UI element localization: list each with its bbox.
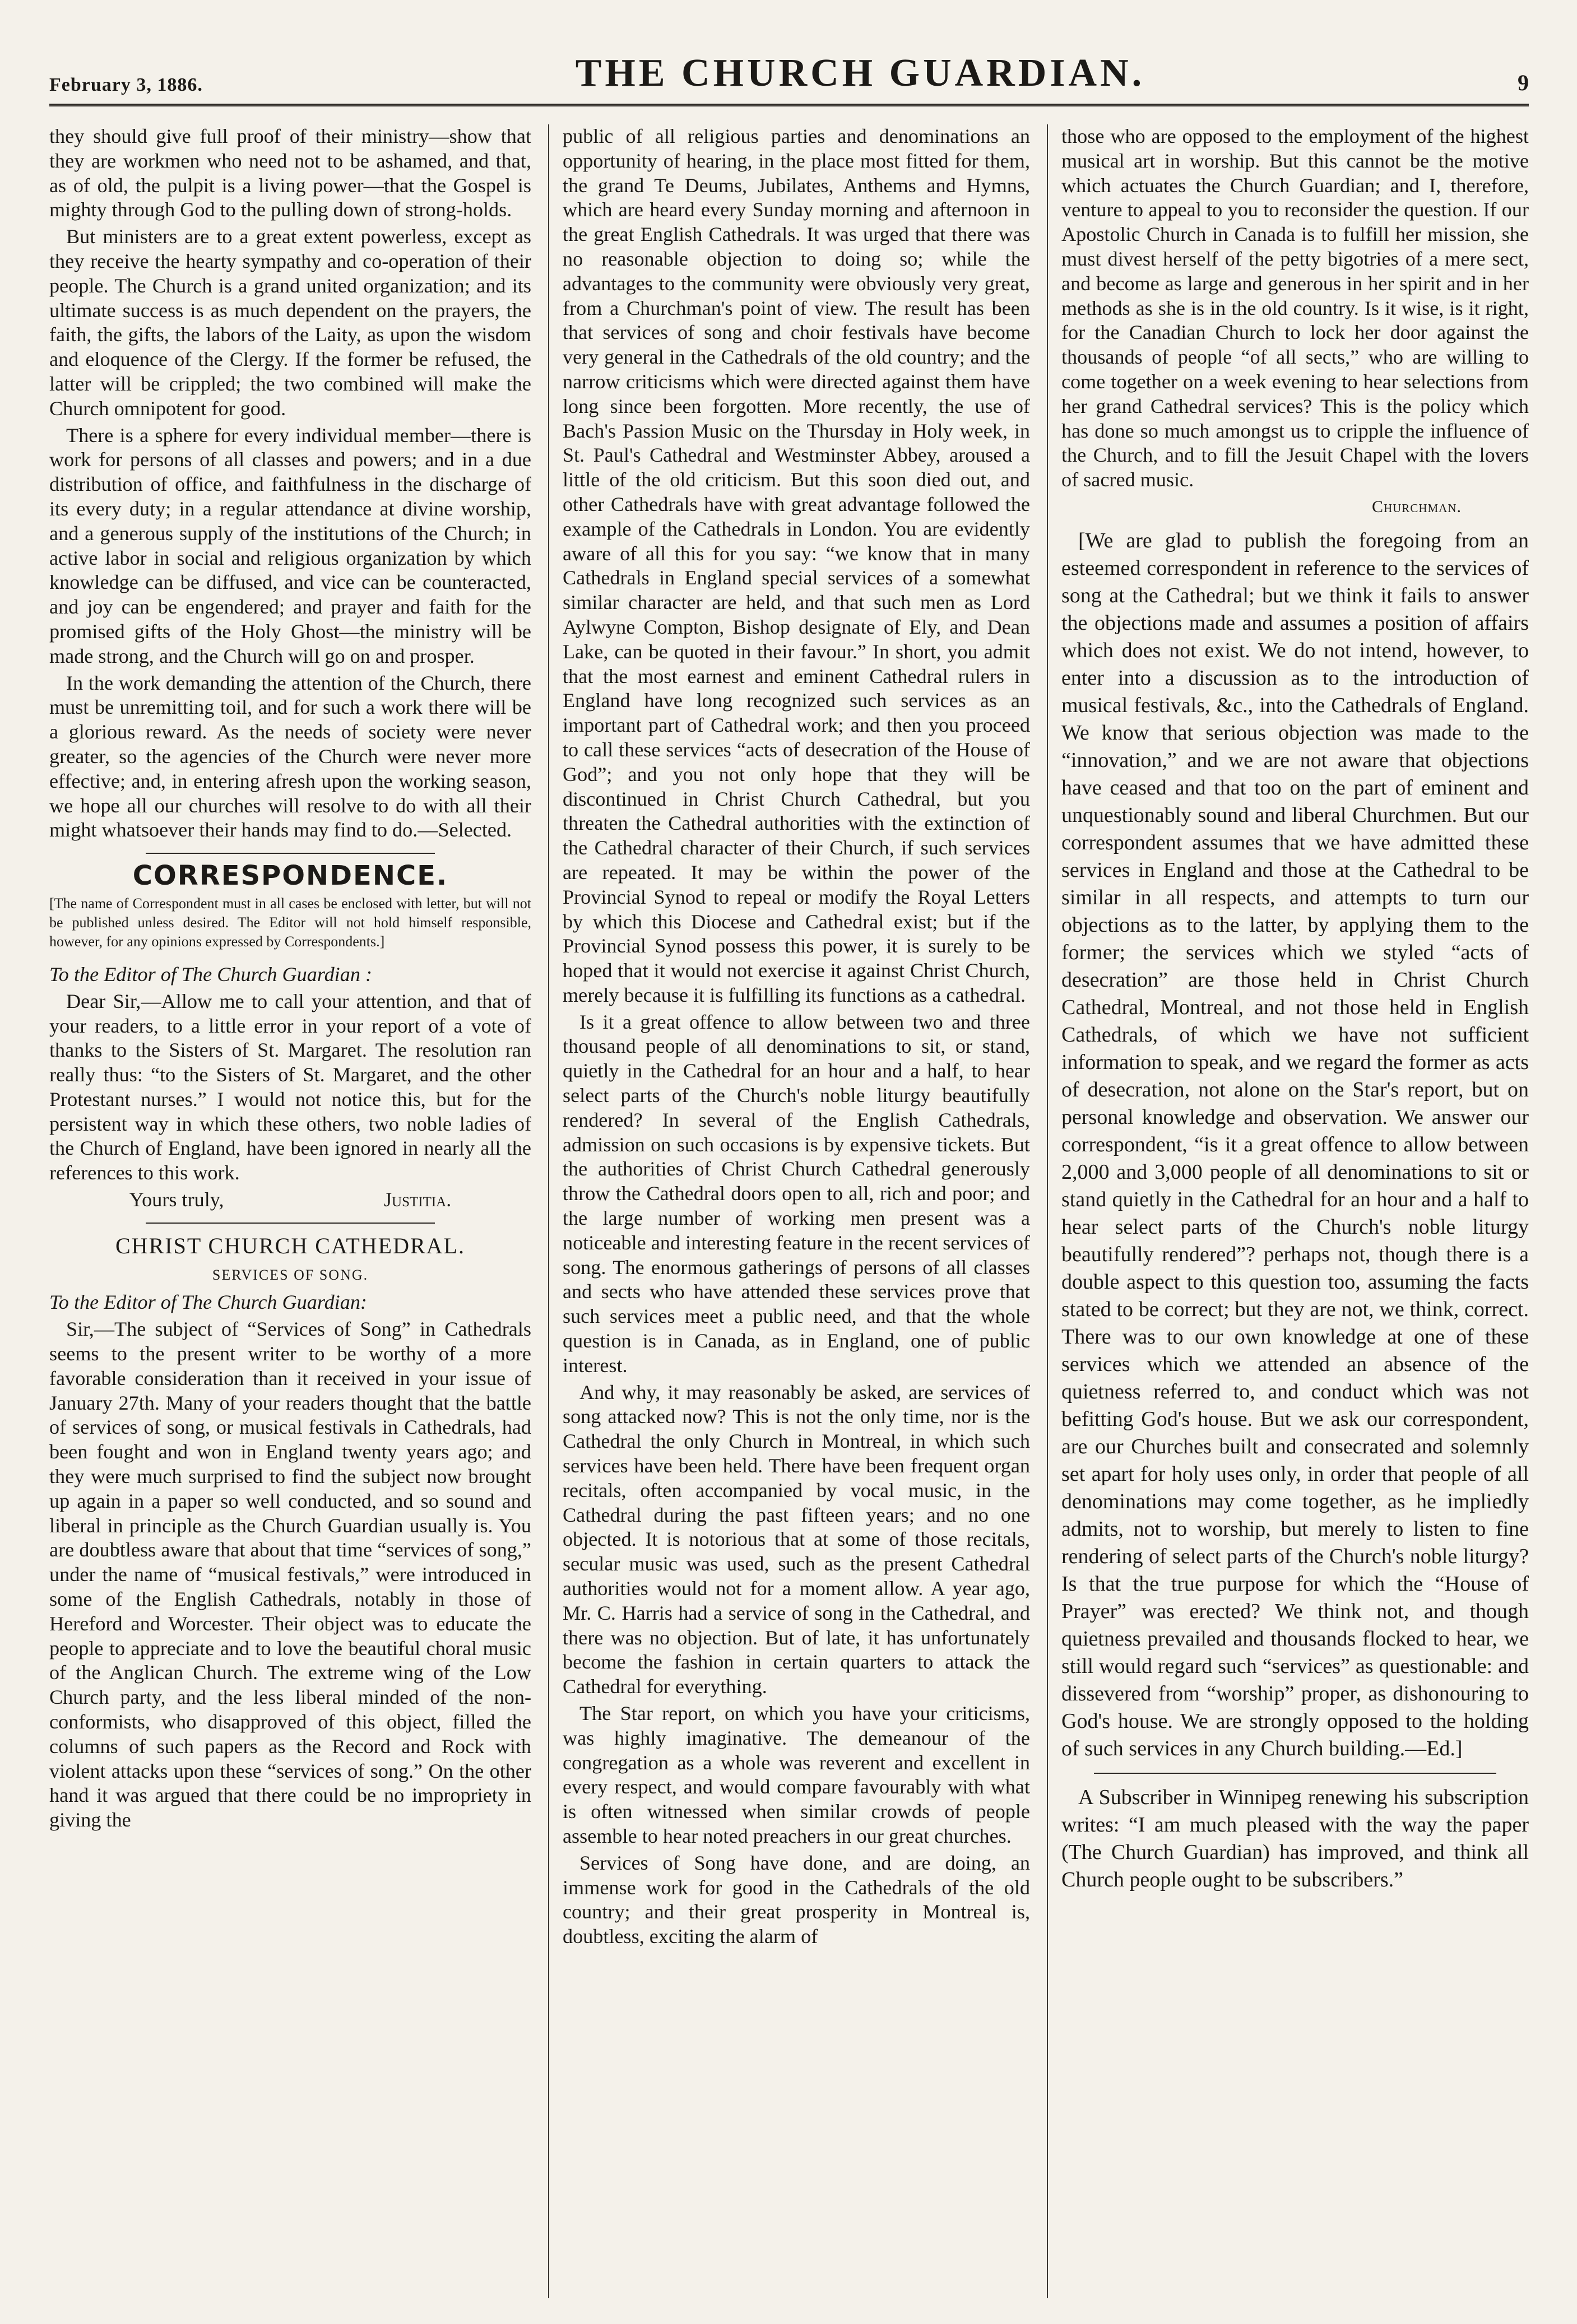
section-divider: [1094, 1773, 1496, 1774]
page-number: 9: [1517, 70, 1529, 95]
section-divider: [146, 853, 435, 854]
column-3: [1047, 124, 1529, 2298]
column-2: [548, 124, 1030, 2298]
correspondence-note: [The name of Correspondent must in all cases be enclosed with letter, but will not be published unless desired. The Editor will not hold himself responsible, however, for any opinions expressed by Correspondents.]: [49, 895, 531, 950]
ministry-paragraph-4: In the work demanding the attention of the Church, there must be unremitting toil, and for such a work there will be a glorious reward. As the needs of society were never greater, so the agencies of the Church were never more effective; and, in entering afresh upon the working season, we hope all our churches will resolve to do with all their might whatsoever their hands may find to do.—Selected.: [49, 671, 531, 842]
masthead: [49, 22, 1529, 106]
cathedral-subheading: SERVICES OF SONG.: [212, 1266, 369, 1283]
letter2-signature: Churchman.: [1371, 497, 1462, 516]
column-1: [49, 124, 531, 2298]
letter2-paragraph-5: Services of Song have done, and are doing, an immense work for good in the Cathedrals of the old country; and their great prosperity in Montreal is, doubtless, exciting the alarm of: [563, 1851, 1030, 1948]
issue-date: February 3, 1886.: [49, 75, 203, 95]
letter1-salutation: To the Editor of The Church Guardian :: [49, 963, 373, 986]
section-divider: [146, 1223, 435, 1224]
letter1-signoff: [49, 1188, 531, 1212]
ministry-paragraph-3: There is a sphere for every individual member—there is work for persons of all classes and powers; and in a due distribution of office, and faithfulness in the discharge of its every duty; in a regular attendance at divine worship, and a generous supply of the institutions of the Church; in active labor in social and religious organization by which knowledge can be diffused, and vice can be counteracted, and joy can be engendered; and prayer and faith for the promised gifts of the Holy Ghost—the ministry will be made strong, and the Church will go on and prosper.: [49, 424, 531, 667]
ministry-paragraph-1: they should give full proof of their ministry—show that they are workmen who need not to be ashamed, and that, as of old, the pulpit is a living power—that the Gospel is mighty through God to the pulling down of strong-holds.: [49, 125, 531, 221]
letter2-body-end: those who are opposed to the employment of the highest musical art in worship. But this cannot be the motive which actuates the Church Guardian; and I, therefore, venture to appeal to you to reconsider the question. If our Apostolic Church in Canada is to fulfill her mission, she must divest herself of the petty bigotries of a mere sect, and become as large and generous in her spirit and in her methods as she is in the old country. Is it wise, is it right, for the Canadian Church to lock her door against the thousands of people “of all sects,” who are willing to come together on a week evening to hear selections from her grand Cathedral services? This is the policy which has done so much amongst us to cripple the influence of the Church, and to fill the Jesuit Chapel with the lovers of sacred music.: [1061, 125, 1529, 491]
letter2-paragraph-2: Is it a great offence to allow between two and three thousand people of all denominations to sit, or stand, quietly in the Cathedral for an hour and a half, to hear select parts of the Church's noble liturgy beautifully rendered? In several of the English Cathedrals, admission on such occasions is by expensive tickets. But the authorities of Christ Church Cathedral generously throw the Cathedral doors open to all, rich and poor; and the large number of working men present was a noticeable and interesting feature in the recent services of song. The enormous gatherings of persons of all classes and sects who have attended these services prove that such services meet a public need, and that the whole question is in Canada, as in England, one of public interest.: [563, 1010, 1030, 1377]
subscriber-note: A Subscriber in Winnipeg renewing his subscription writes: “I am much pleased with the way the paper (The Church Guardian) has improved, and think all Church people ought to be subscribers.”: [1061, 1785, 1529, 1891]
article-columns: [49, 124, 1529, 2298]
letter2-paragraph-3: And why, it may reasonably be asked, are services of song attacked now? This is not the only time, nor is the Cathedral the only Church in Montreal, in which such services have been held. There have been frequent organ recitals, often accompanied by vocal music, in the Cathedral during the past fifteen years; and no one objected. It is notorious that at some of those recitals, secular music was used, such as the present Cathedral authorities would not for a moment allow. A year ago, Mr. C. Harris had a service of song in the Cathedral, and there was no objection. But of late, it has unfortunately become the fashion in certain quarters to attack the Cathedral for everything.: [563, 1381, 1030, 1698]
letter1-closing: Yours truly,: [129, 1188, 224, 1211]
cathedral-heading: CHRIST CHURCH CATHEDRAL.: [115, 1233, 465, 1258]
letter2-paragraph-4: The Star report, on which you have your criticisms, was highly imaginative. The demeanour of the congregation as a whole was reverent and excellent in every respect, and would compare favourably with what is often witnessed when similar crowds of people assemble to hear noted preachers in our great churches.: [563, 1702, 1030, 1847]
letter1-body: Dear Sir,—Allow me to call your attention, and that of your readers, to a little error in your report of a vote of thanks to the Sisters of St. Margaret. The resolution ran really thus: “to the Sisters of St. Margaret, and the other Protestant nurses.” I would not notice this, but for the persistent way in which these others, two noble ladies of the Church of England, have been ignored in nearly all the references to this work.: [49, 989, 531, 1184]
letter2-body-start: Sir,—The subject of “Services of Song” in Cathedrals seems to the present writer to be worthy of a more favorable consideration than it received in your issue of January 27th. Many of your readers thought that the battle of services of song, or musical festivals in Cathedrals, had been fought and won in England twenty years ago; and they were much surprised to find the subject now brought up again in a paper so well conducted, and so sound and liberal in principle as the Church Guardian usually is. You are doubtless aware that about that time “services of song,” under the name of “musical festivals,” were introduced in some of the English Cathedrals, notably in those of Hereford and Worcester. Their object was to educate the people to appreciate and to love the beautiful choral music of the Anglican Church. The extreme wing of the Low Church party, and the less liberal minded of the non-conformists, who disapproved of this object, filled the columns of such papers as the Record and Rock with violent attacks upon these “services of song.” On the other hand it was argued that there could be no impropriety in giving the: [49, 1318, 531, 1832]
letter2-salutation: To the Editor of The Church Guardian:: [49, 1291, 367, 1314]
ministry-paragraph-2: But ministers are to a great extent powerless, except as they receive the hearty sympathy and co-operation of their people. The Church is a grand united organization; and its ultimate success is as much dependent on the prayers, the faith, the gifts, the labors of the Laity, as upon the wisdom and eloquence of the Clergy. If the former be refused, the latter will be crippled; the two combined will make the Church omnipotent for good.: [49, 225, 531, 420]
correspondence-heading: CORRESPONDENCE.: [132, 860, 448, 892]
editor-reply: [We are glad to publish the foregoing from an esteemed correspondent in reference to the services of song at the Cathedral; but we think it fails to answer the objections made and assumes a position of affairs which does not exist. We do not intend, however, to enter into a discussion as to the introduction of musical festivals, &c., into the Cathedrals of England. We know that serious objection was made to the “innovation,” and we are not aware that objections have ceased and that too on the part of eminent and unquestionably sound and liberal Churchmen. But our correspondent assumes that we have admitted these services in England and those at the Cathedral to be similar in all respects, and attempts to turn our objections as to the latter, by applying them to the former; the services which we styled “acts of desecration” are those held in Christ Church Cathedral, Montreal, and not those held in English Cathedrals, of which we have not sufficient information to speak, and we regard the former as acts of desecration, not alone on the Star's report, but on personal knowledge and observation. We answer our correspondent, “is it a great offence to allow between 2,000 and 3,000 people of all denominations to sit or stand quietly in the Cathedral for an hour and a half to hear select parts of the Church's noble liturgy beautifully rendered”? perhaps not, though there is a double aspect to this question too, assuming the facts stated to be correct; but they are not, we think, correct. There was to our own knowledge at one of these services which we attended an absence of the quietness referred to, and conduct which was not befitting God's house. But we ask our correspondent, are our Churches built and consecrated and solemnly set apart for holy uses only, in order that people of all denominations may come together, as he impliedly admits, not to worship, but merely to listen to fine rendering of select parts of the Church's noble liturgy? Is that the true purpose for which the “House of Prayer” was erected? We think not, and though quietness prevailed and thousands flocked to hear, we still would regard such “services” as questionable: and dissevered from “worship” proper, as dishonouring to God's house. We are strongly opposed to the holding of such services in any Church building.—Ed.]: [1061, 528, 1529, 1760]
letter2-body-continued: public of all religious parties and denominations an opportunity of hearing, in the place most fitted for them, the grand Te Deums, Jubilates, Anthems and Hymns, which are heard every Sunday morning and afternoon in the great English Cathedrals. It was urged that there was no reasonable objection to doing so; while the advantages to the community were obviously very great, from a Churchman's point of view. The result has been that services of song and choir festivals have become very general in the Cathedrals of the old country; and the narrow criticisms which were directed against them have long since been forgotten. More recently, the use of Bach's Passion Music on the Thursday in Holy week, in St. Paul's Cathedral and Westminster Abbey, aroused a little of the old criticism. But this soon died out, and other Cathedrals have with great advantage followed the example of the Cathedrals in London. You are evidently aware of all this for you say: “we know that in many Cathedrals in England special services of a somewhat similar character are held, and that such men as Lord Aylwyne Compton, Bishop designate of Ely, and Dean Lake, can be quoted in their favour.” In short, you admit that the most earnest and eminent Cathedral rulers in England have long recognized such services as an important part of Cathedral work; and then you proceed to call these services “acts of desecration of the House of God”; and you not only hope that they will be discontinued in Christ Church Cathedral, but you threaten the Cathedral authorities with the extinction of the Cathedral character of their Church, if such services are repeated. It may be within the power of the Provincial Synod to repeal or modify the Royal Letters by which this Diocese and Cathedral exist; but if the Provincial Synod possess this power, it is surely to be hoped that it would not exercise it against Christ Church, merely because it is fulfilling its functions as a cathedral.: [563, 125, 1030, 1006]
newspaper-title: THE CHURCH GUARDIAN.: [575, 52, 1145, 95]
letter1-signature: Justitia.: [383, 1188, 452, 1211]
